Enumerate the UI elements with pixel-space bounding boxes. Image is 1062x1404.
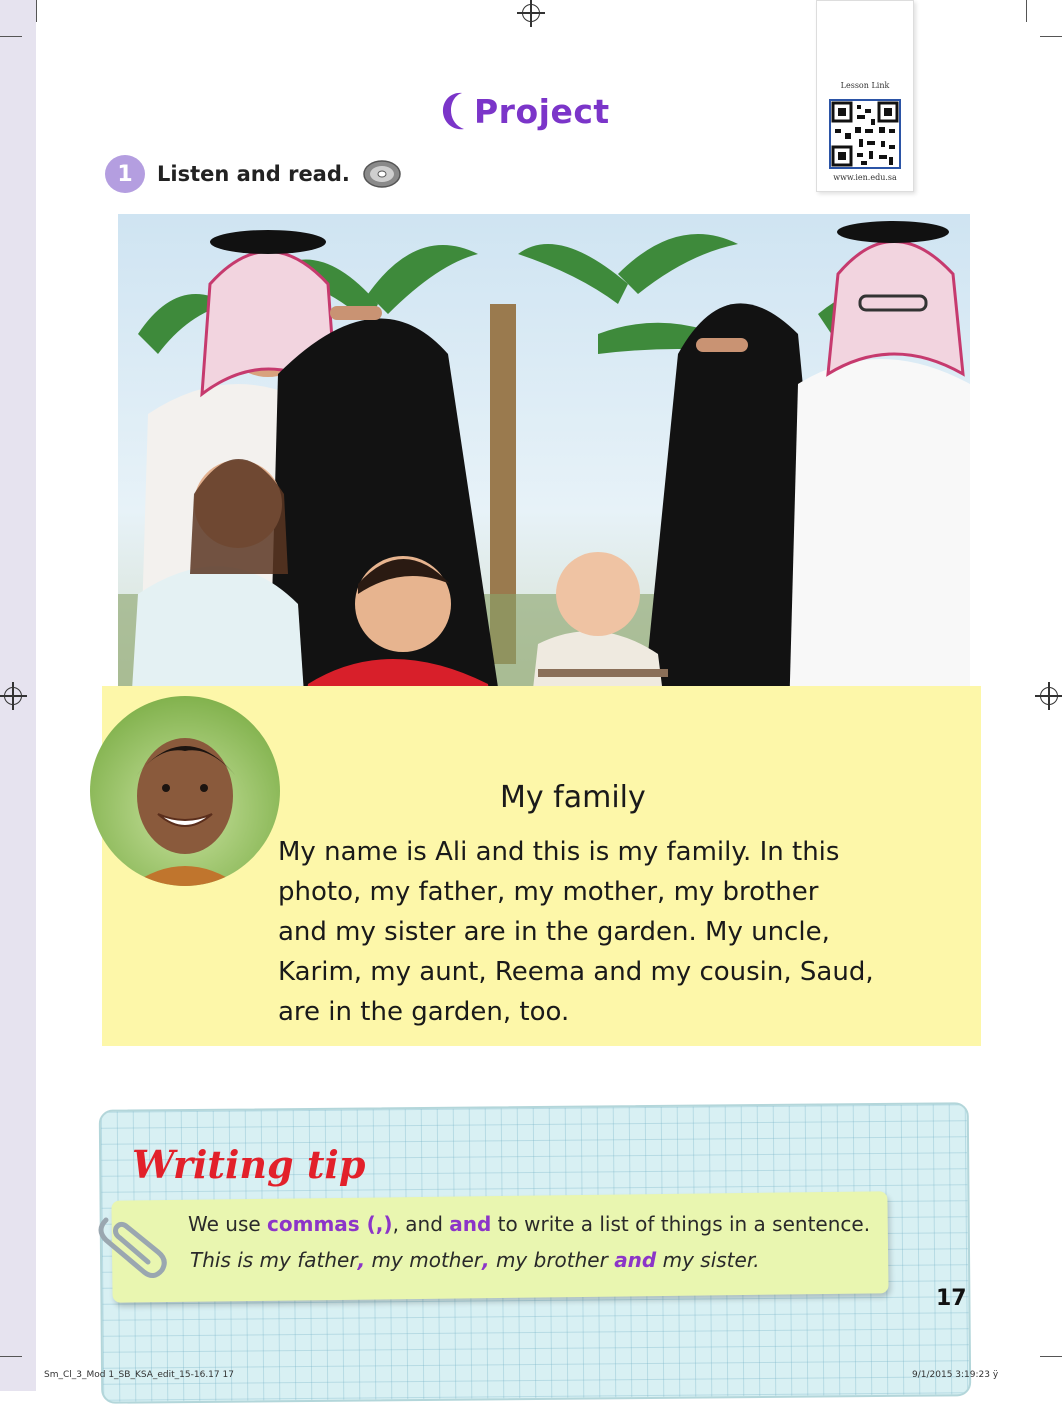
story-line: photo, my father, my mother, my brother <box>278 877 819 907</box>
story-text <box>278 832 918 1032</box>
registration-mark <box>1040 687 1058 705</box>
registration-mark <box>4 687 22 705</box>
crescent-icon <box>440 89 470 133</box>
story-line: are in the garden, too. <box>278 997 570 1027</box>
print-footer-date: 9/1/2015 3:19:23 ÿ <box>912 1370 999 1380</box>
audio-cd-icon[interactable] <box>362 156 402 192</box>
writing-tip-example: This is my father, my mother, my brother and my sister. <box>190 1248 760 1272</box>
registration-mark <box>522 4 540 22</box>
crop-mark <box>0 36 22 37</box>
writing-tip-rule: We use commas (,), and and to write a list of things in a sentence. <box>188 1212 871 1236</box>
exercise-number-badge: 1 <box>105 155 145 193</box>
paperclip-icon <box>92 1206 172 1282</box>
project-title <box>440 86 610 136</box>
comma-highlight: , <box>357 1248 366 1272</box>
crop-mark <box>1026 0 1027 22</box>
story-line: Karim, my aunt, Reema and my cousin, Saud, <box>278 957 874 987</box>
crop-mark <box>0 1356 22 1357</box>
crop-mark <box>36 0 37 22</box>
story-title: My family <box>500 780 646 815</box>
writing-tip-note <box>111 1191 888 1302</box>
family-photo <box>118 214 970 754</box>
and-highlight: and <box>449 1212 492 1236</box>
page-number: 17 <box>936 1286 967 1311</box>
story-line: and my sister are in the garden. My uncle, <box>278 917 830 947</box>
print-footer-file: Sm_Cl_3_Mod 1_SB_KSA_edit_15-16.17 17 <box>44 1370 234 1380</box>
writing-tip-title: Writing tip <box>132 1142 366 1187</box>
instruction-text: Listen and read. <box>157 162 350 186</box>
qr-code-icon[interactable] <box>829 99 901 169</box>
commas-highlight: commas (,) <box>267 1212 393 1236</box>
lesson-link-url: www.ien.edu.sa <box>833 173 897 182</box>
lesson-link-card[interactable] <box>816 0 914 192</box>
comma-highlight: , <box>481 1248 490 1272</box>
crop-mark <box>1040 1356 1062 1357</box>
page-title: Project <box>474 91 610 131</box>
story-line: My name is Ali and this is my family. In this <box>278 837 840 867</box>
ali-portrait <box>90 696 280 886</box>
instruction-row <box>105 154 402 194</box>
and-highlight: and <box>614 1248 657 1272</box>
lesson-link-label: Lesson Link <box>840 81 890 90</box>
crop-mark <box>1040 36 1062 37</box>
